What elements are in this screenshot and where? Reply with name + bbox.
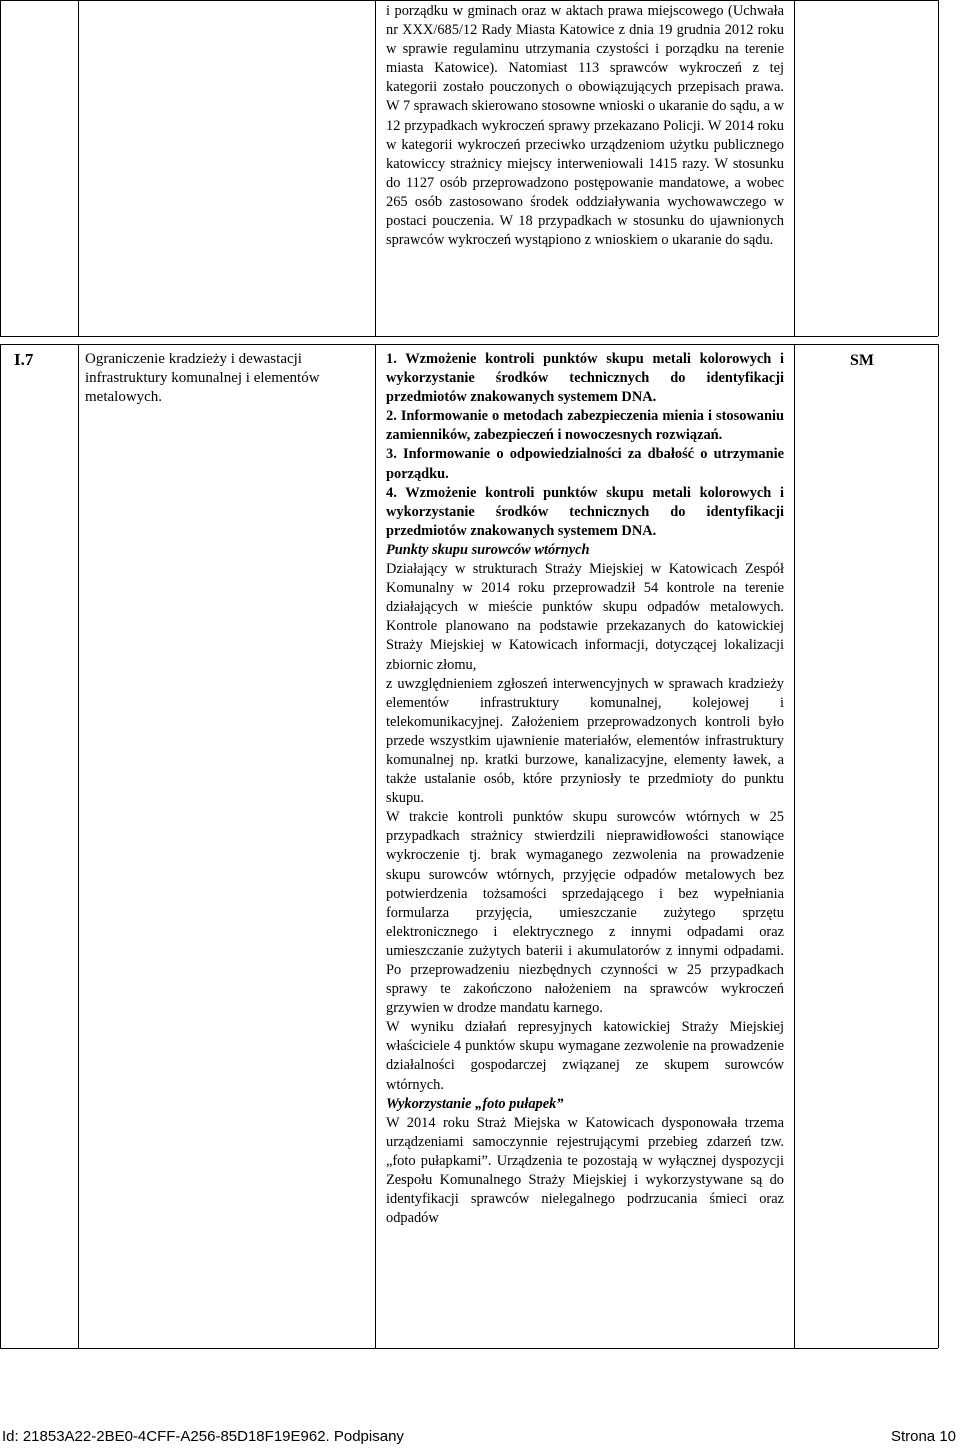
col-divider-1 bbox=[0, 0, 1, 336]
col-divider-4 bbox=[794, 0, 795, 336]
responsible-unit: SM bbox=[850, 352, 874, 369]
col-divider-5b bbox=[938, 344, 939, 1348]
paragraph-3: W trakcie kontroli punktów skupu surowców wtórnych w 25 przypadkach strażnicy stwierdzili nieprawidłowości stanowiące wykroczenie tj. brak wymaganego zezwolenia na prowadzenie skupu surowców wtórnych, przyjęcie odpadów metalowych bez potwierdzenia tożsamości sprzedającego i bez wypełniania formularza przyjęcia, umieszczanie zużytego sprzętu elektronicznego i elektrycznego z innymi odpadami oraz umieszczanie zużytych baterii i akumulatorów z innymi odpadami. Po przeprowadzeniu niezbędnych czynności w 25 przypadkach sprawy te zakończono nałożeniem na sprawców wykroczeń grzywien w drodze mandatu karnego. bbox=[386, 809, 784, 1017]
row-title: Ograniczenie kradzieży i dewastacji infrastruktury komunalnej i elementów metalowych. bbox=[85, 351, 320, 406]
top-row-text: i porządku w gminach oraz w aktach prawa miejscowego (Uchwała nr XXX/685/12 Rady Miasta Katowice z dnia 19 grudnia 2012 roku w sprawie regulaminu utrzymania czystości i porządku na terenie miasta Katowice). Natomiast 113 sprawców wykroczeń z tej kategorii zostało pouczonych o obowiązujących przepisach prawa. W 7 sprawach skierowano stosowne wnioski o ukaranie do sądu, a w 12 przypadkach wykroczeń sprawy przekazano Policji. W 2014 roku w kategorii wykroczeń przeciwko urządzeniom użytku publicznego katowiccy strażnicy miejscy interweniowali 1415 razy. W stosunku do 1127 osób przeprowadzono postępowanie mandatowe, a wobec 265 osób zastosowano środek oddziaływania wychowawczego w postaci pouczenia. W 18 przypadkach w stosunku do ujawnionych sprawców wykroczeń wystąpiono z wnioskiem o ukaranie do sądu. bbox=[386, 3, 784, 249]
col-divider-3b bbox=[375, 344, 376, 1348]
paragraph-4: W wyniku działań represyjnych katowickiej Straży Miejskiej właściciele 4 punktów skupu wymagane zezwolenie na prowadzenie działalności gospodarczej związanej ze skupem surowców wtórnych. bbox=[386, 1019, 784, 1093]
col-divider-2 bbox=[78, 0, 79, 336]
col-divider-4b bbox=[794, 344, 795, 1348]
paragraph-1: Działający w strukturach Straży Miejskiej w Katowicach Zespół Komunalny w 2014 roku przeprowadził 54 kontrole na terenie działających w mieście punktów skupu odpadów metalowych. Kontrole planowano na podstawie przekazanych do katowickiej Straży Miejskiej w Katowicach informacji, dotyczącej lokalizacji zbiornic złomu, bbox=[386, 561, 784, 673]
col-divider-1b bbox=[0, 344, 1, 1348]
task-4: 4. Wzmożenie kontroli punktów skupu metali kolorowych i wykorzystanie środków technicznych do identyfikacji przedmiotów znakowanych systemem DNA. bbox=[386, 484, 784, 539]
tasks-cell bbox=[386, 350, 784, 1228]
table-top-border bbox=[0, 0, 938, 1]
col-divider-2b bbox=[78, 344, 79, 1348]
paragraph-2: z uwzględnieniem zgłoszeń interwencyjnych w sprawach kradzieży elementów infrastruktury komunalnej, kolejowej i telekomunikacyjnej. Założeniem przeprowadzonych kontroli było przede wszystkim ujawnienie materiałów, elementów infrastruktury komunalnej np. kratki burzowe, kanalizacyjne, elementy ławek, a także ustalanie osób, które przyniosły te przedmioty do punktu skupu. bbox=[386, 675, 784, 807]
task-1: 1. Wzmożenie kontroli punktów skupu metali kolorowych i wykorzystanie środków technicznych do identyfikacji przedmiotów znakowanych systemem DNA. bbox=[386, 351, 784, 406]
paragraph-5: W 2014 roku Straż Miejska w Katowicach dysponowała trzema urządzeniami samoczynnie rejestrującymi przebieg zdarzeń tzw. „foto pułapkami”. Urządzenia te pozostają w wyłącznej dyspozycji Zespołu Komunalnego Straży Miejskiej i wykorzystywane są do identyfikacji sprawców nielegalnego podrzucania śmieci oraz odpadów bbox=[386, 1114, 784, 1227]
row-number: I.7 bbox=[14, 350, 34, 369]
row-main-top-border bbox=[0, 344, 938, 345]
col-divider-5 bbox=[938, 0, 939, 336]
footer-document-id: Id: 21853A22-2BE0-4CFF-A256-85D18F19E962. Podpisany bbox=[2, 1428, 404, 1445]
task-3: 3. Informowanie o odpowiedzialności za dbałość o utrzymanie porządku. bbox=[386, 446, 784, 482]
table-bottom-border bbox=[0, 1348, 938, 1349]
task-2: 2. Informowanie o metodach zabezpieczenia mienia i stosowaniu zamienników, zabezpieczeń i nowoczesnych rozwiązań. bbox=[386, 408, 784, 444]
section-heading-photo-traps: Wykorzystanie „foto pułapek” bbox=[386, 1095, 564, 1112]
footer-page-number: Strona 10 bbox=[890, 1428, 956, 1445]
col-divider-3 bbox=[375, 0, 376, 336]
row-top-bottom-border bbox=[0, 336, 938, 337]
section-heading-scrap-points: Punkty skupu surowców wtórnych bbox=[386, 541, 590, 558]
